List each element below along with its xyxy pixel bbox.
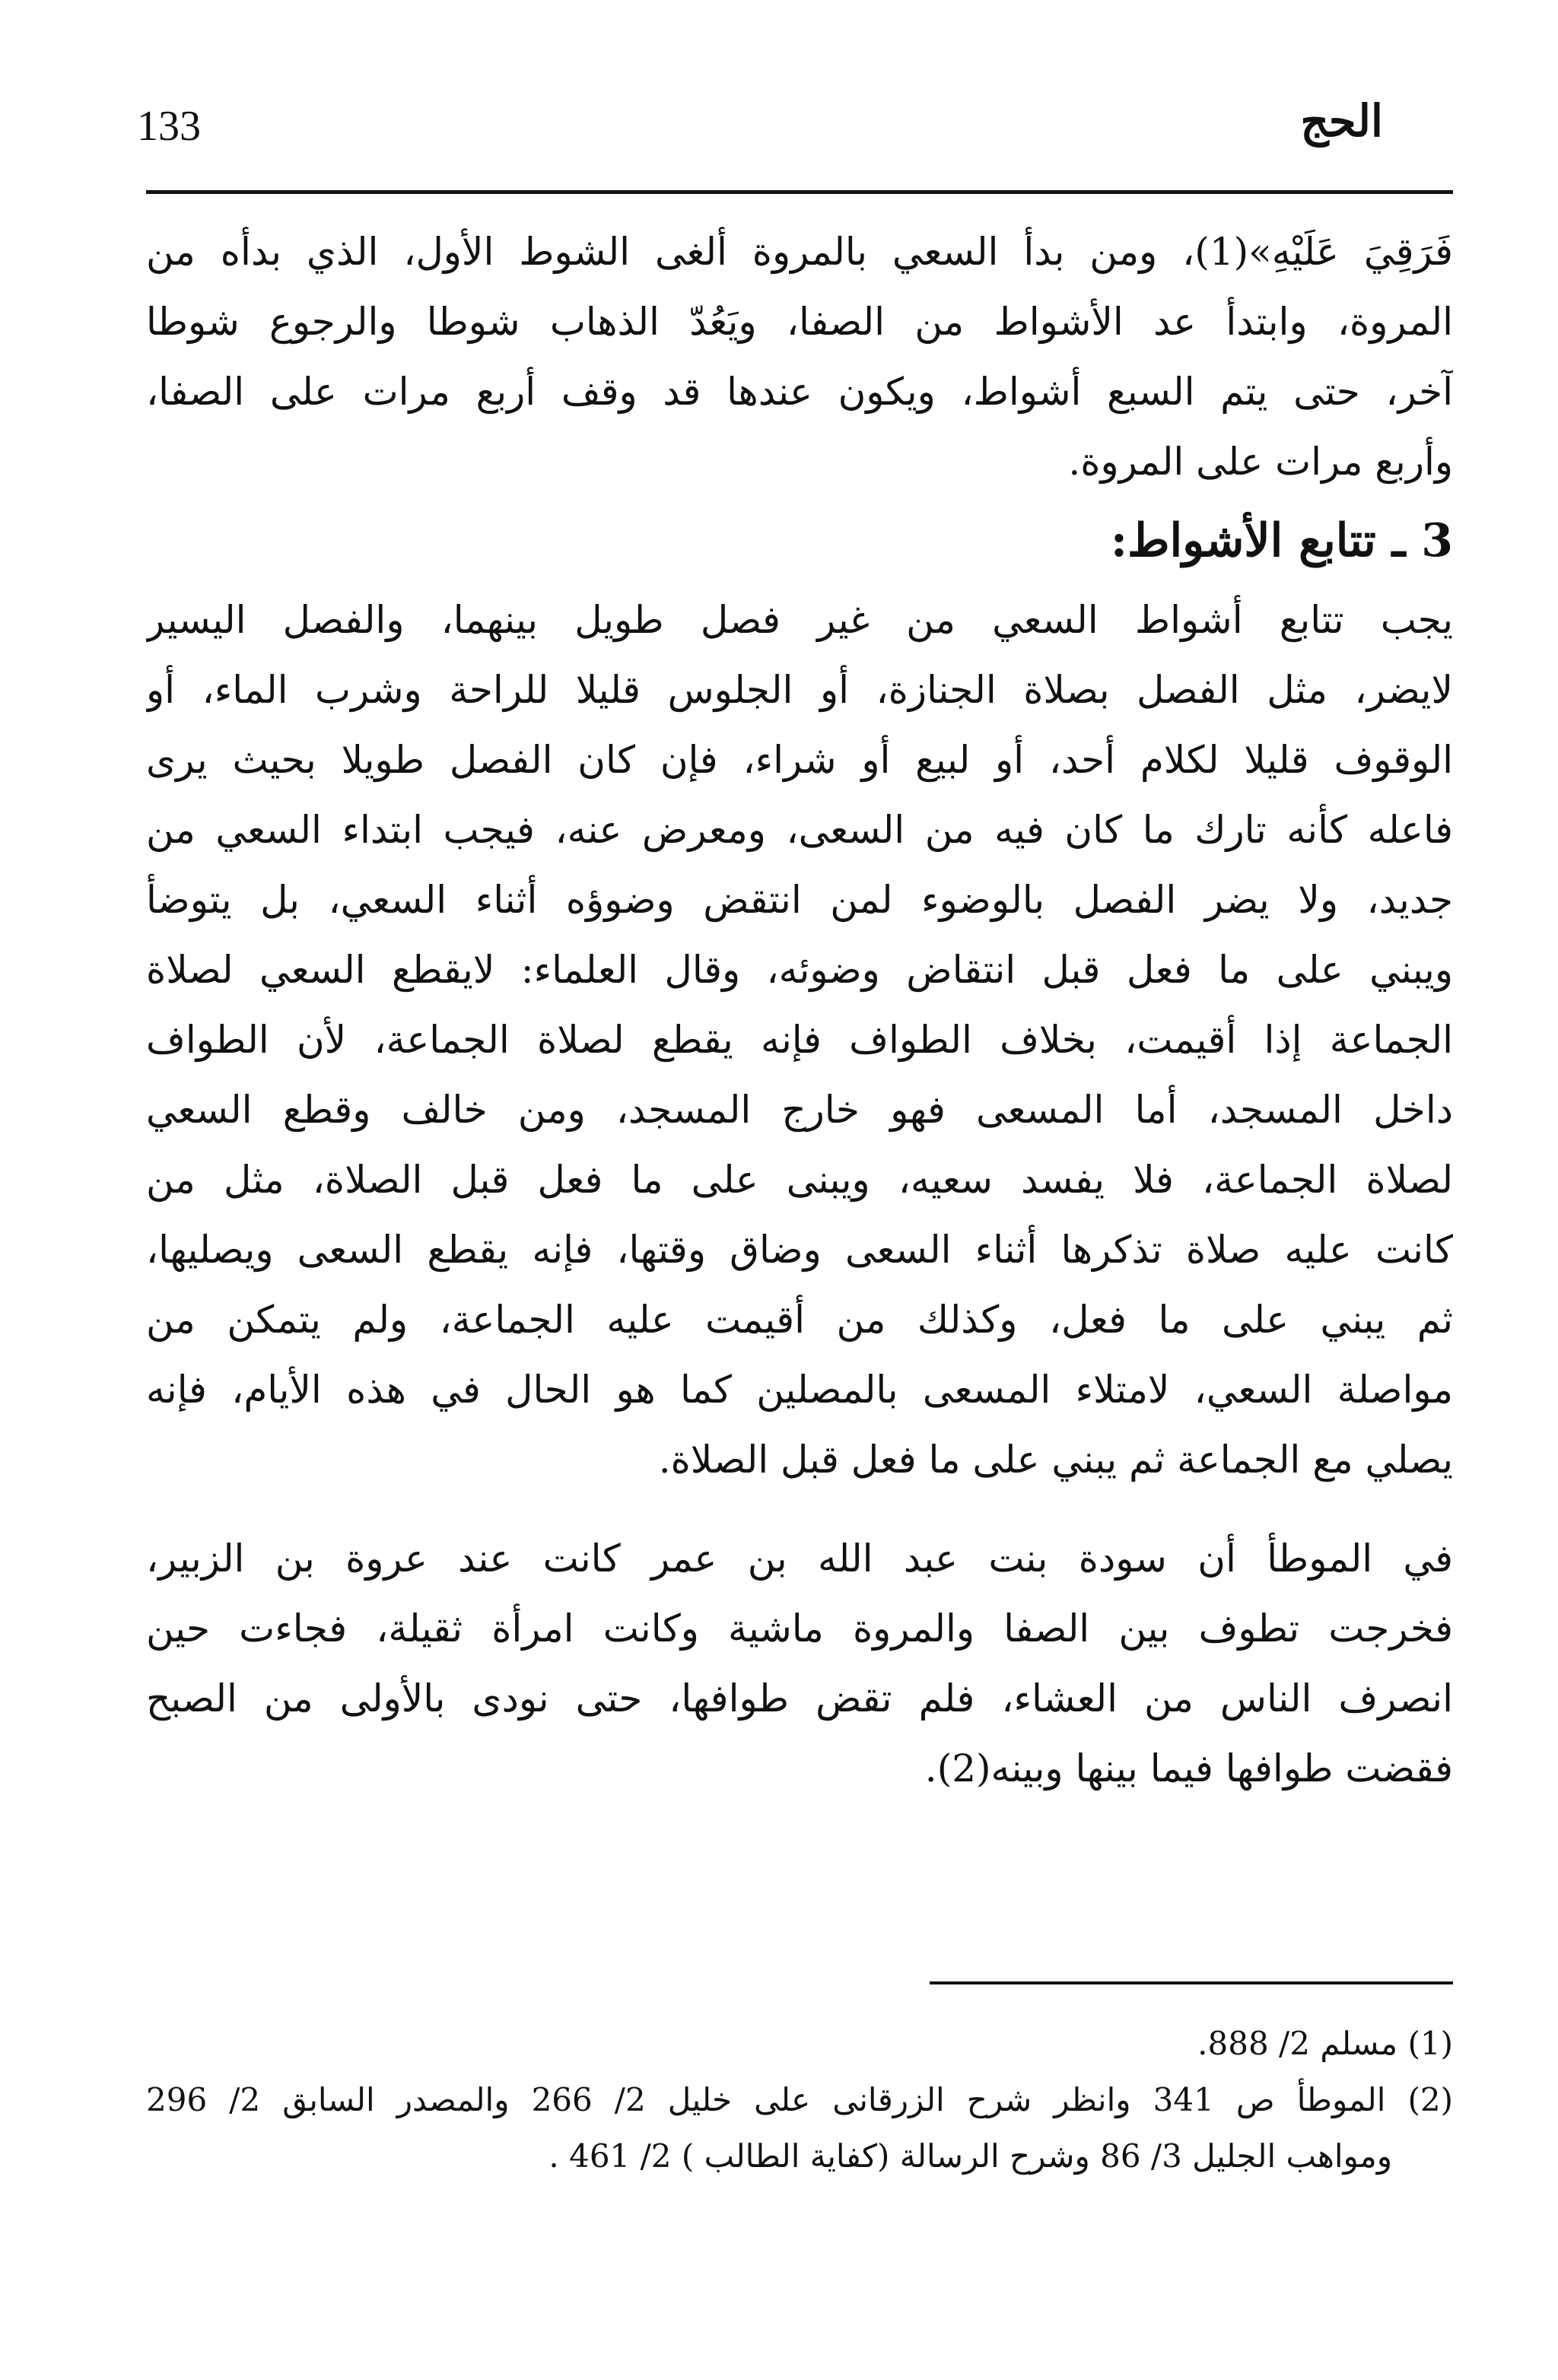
text-line: لصلاة الجماعة، فلا يفسد سعيه، ويبنى على ما فعل قبل الصلاة، مثل من xyxy=(146,1158,1453,1202)
text-line: فاعله كأنه تارك ما كان فيه من السعى، ومعرض عنه، فيجب ابتداء السعي من xyxy=(146,808,1453,852)
text-line: كانت عليه صلاة تذكرها أثناء السعى وضاق وقتها، فإنه يقطع السعى ويصليها، xyxy=(146,1228,1453,1272)
footnote-1: (1) مسلم 2/ 888. xyxy=(1197,2025,1453,2062)
section-heading: 3 ـ تتابع الأشواط: xyxy=(1110,514,1453,567)
text-line: مواصلة السعي، لامتلاء المسعى بالمصلين كما هو الحال في هذه الأيام، فإنه xyxy=(146,1368,1453,1412)
footnote-2-continuation: ومواهب الجليل 3/ 86 وشرح الرسالة (كفاية الطالب ) 2/ 461 . xyxy=(548,2137,1392,2175)
footnote-rule xyxy=(930,1981,1453,1984)
text-line: انصرف الناس من العشاء، فلم تقض طوافها، حتى نودى بالأولى من الصبح xyxy=(146,1676,1453,1721)
text-line: فَرَقِيَ عَلَيْهِ»(1)، ومن بدأ السعي بالمروة ألغى الشوط الأول، الذي بدأه من xyxy=(146,230,1453,274)
text-line: وأربع مرات على المروة. xyxy=(1068,440,1453,484)
paragraph-gap xyxy=(146,1495,1453,1524)
text-line: ويبني على ما فعل قبل انتقاض وضوئه، وقال العلماء: لايقطع السعي لصلاة xyxy=(146,948,1453,992)
text-line: الجماعة إذا أقيمت، بخلاف الطواف فإنه يقطع لصلاة الجماعة، لأن الطواف xyxy=(146,1018,1453,1062)
text-line: فخرجت تطوف بين الصفا والمروة ماشية وكانت امرأة ثقيلة، فجاءت حين xyxy=(146,1606,1453,1651)
text-line: يصلي مع الجماعة ثم يبني على ما فعل قبل الصلاة. xyxy=(658,1438,1453,1482)
main-text xyxy=(146,217,1453,1803)
running-title: الحج xyxy=(1300,95,1383,147)
text-line: في الموطأ أن سودة بنت عبد الله بن عمر كانت عند عروة بن الزبير، xyxy=(146,1536,1453,1581)
footnotes xyxy=(146,2016,1453,2185)
footnote-2: (2) الموطأ ص 341 وانظر شرح الزرقانى على خليل 2/ 266 والمصدر السابق 2/ 296 xyxy=(146,2081,1453,2118)
text-line: ثم يبني على ما فعل، وكذلك من أقيمت عليه الجماعة، ولم يتمكن من xyxy=(146,1298,1453,1342)
header-rule xyxy=(146,190,1453,194)
text-line: فقضت طوافها فيما بينها وبينه(2). xyxy=(924,1746,1453,1791)
text-line: آخر، حتى يتم السبع أشواط، ويكون عندها قد وقف أربع مرات على الصفا، xyxy=(146,370,1453,414)
text-line: جديد، ولا يضر الفصل بالوضوء لمن انتقض وضوؤه أثناء السعي، بل يتوضأ xyxy=(146,878,1453,922)
text-line: المروة، وابتدأ عد الأشواط من الصفا، ويَعُدّ الذهاب شوطا والرجوع شوطا xyxy=(146,300,1453,344)
text-line: يجب تتابع أشواط السعي من غير فصل طويل بينهما، والفصل اليسير xyxy=(146,598,1453,642)
text-line: لايضر، مثل الفصل بصلاة الجنازة، أو الجلوس قليلا للراحة وشرب الماء، أو xyxy=(146,668,1453,712)
text-line: الوقوف قليلا لكلام أحد، أو لبيع أو شراء، فإن كان الفصل طويلا بحيث يرى xyxy=(146,738,1453,782)
page-number: 133 xyxy=(137,103,201,150)
text-line: داخل المسجد، أما المسعى فهو خارج المسجد، ومن خالف وقطع السعي xyxy=(146,1088,1453,1132)
